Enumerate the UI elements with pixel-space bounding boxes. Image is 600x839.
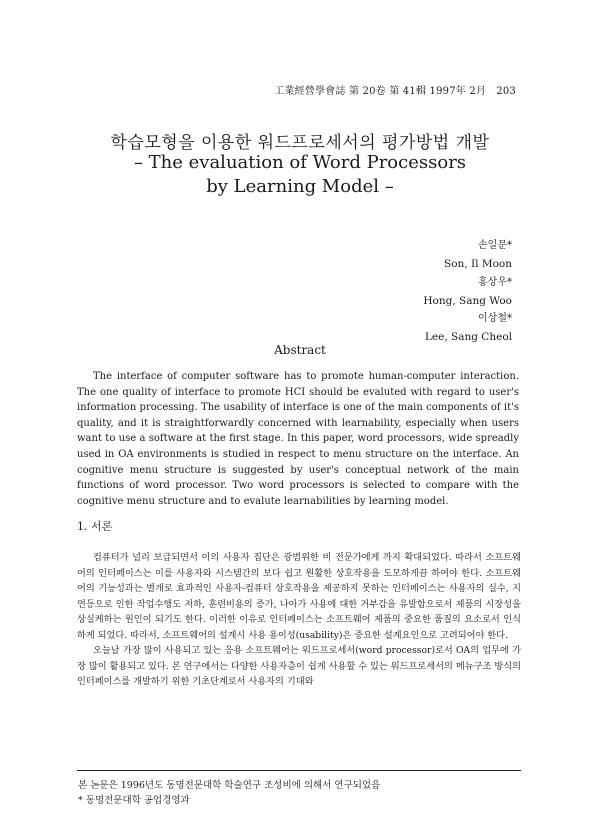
author-korean-name: 홍상우* bbox=[478, 276, 512, 288]
author-list bbox=[423, 237, 512, 347]
paper-title-english-line2: by Learning Model – bbox=[206, 176, 394, 197]
abstract-text: The interface of computer software has to promote human-computer interaction. The one quality of interface to promote HCI should be evaluted with regard to user's information processing. The usability of interface is one of the main components of it's quality, and it is straightforwardly concerned with learnability, especially when users want to use a software at the first stage. In this paper, word processors, wide spreadly used in OA environments is studied in respect to menu structure on the interface. An cognitive menu structure is suggested by user's conceptual network of the main functions of word processor. Two word processors is selected to compare with the cognitive menu structure and to evalute learnabilities by learning model. bbox=[77, 371, 519, 507]
abstract-heading: Abstract bbox=[274, 343, 326, 357]
paper-title-korean: 학습모형을 이용한 워드프로세서의 평가방법 개발 bbox=[110, 133, 490, 153]
author-korean-name: 이상철* bbox=[478, 313, 512, 325]
section-heading-introduction: 1. 서론 bbox=[77, 520, 113, 533]
author-english-name: Hong, Sang Woo bbox=[423, 294, 512, 307]
affiliation-footnote: * 동명전문대학 공업경영과 bbox=[78, 795, 190, 806]
footnotes bbox=[78, 778, 380, 808]
running-head: 工業經營學會誌 第 20卷 第 41輯 1997年 2月 203 bbox=[274, 86, 516, 97]
author-korean-name: 손일문* bbox=[478, 240, 512, 251]
funding-footnote: 본 논문은 1996년도 동명전문대학 학술연구 조성비에 의해서 연구되었음 bbox=[78, 780, 381, 791]
body-paragraph: 컴퓨터가 널리 보급되면서 이의 사용자 집단은 광범위한 비 전문가에게 까지 확대되었다. 따라서 소프트웨어의 인터페이스는 이를 사용자와 시스템간의 보다 쉽고 원활한 상호작용을 도모하게끔 하여야 한다. 소프트웨어의 기능성과는 별개로 효과적인 사용자-컴퓨터 상호작용을 제공하지 못하는 인터페이스는 사용자의 실수, 지연등으로 인한 작업수행도 저하, 훈련비용의 증가, 나아가 사용에 대한 거부감을 유발함으로서 제품의 시장성을 상실케하는 원인이 되기도 한다. 이러한 이유로 인터페이스는 소프트웨어 제품의 중요한 품질의 요소로서 인식하게 되었다. 따라서, 소프트웨어의 설계시 사용 용이성(usability)은 중요한 설계요인으로 고려되어야 한다. bbox=[77, 552, 521, 641]
author-english-name: Son, Il Moon bbox=[444, 258, 512, 271]
author-english-name: Lee, Sang Cheol bbox=[424, 331, 512, 344]
paper-title-english-line1: – The evaluation of Word Processors bbox=[133, 152, 467, 173]
body-paragraph: 오늘날 가장 많이 사용되고 있는 응용 소프트웨어는 워드프로세서(word processor)로서 OA의 업무에 가장 많이 활용되고 있다. 본 연구에서는 다양한 사용자층이 쉽게 사용할 수 있는 워드프로세서의 메뉴구조 방식의 인터페이스를 개발하기 위한 기초단계로서 사용자의 기대와 bbox=[77, 645, 521, 687]
introduction-body bbox=[77, 550, 521, 690]
footnote-divider bbox=[77, 770, 521, 771]
